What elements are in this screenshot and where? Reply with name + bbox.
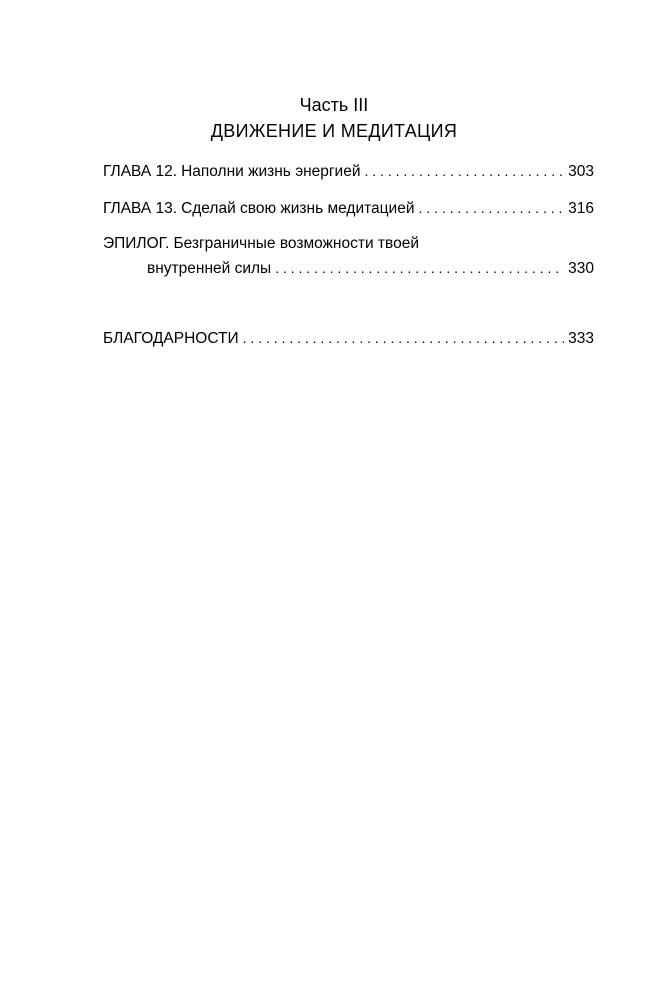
toc-page-number: 303: [568, 163, 594, 180]
toc-entry-chapter-12[interactable]: [103, 161, 594, 182]
part-label: Часть III: [299, 95, 369, 115]
part-title: ДВИЖЕНИЕ И МЕДИТАЦИЯ: [210, 121, 458, 141]
toc-entry-title: БЛАГОДАРНОСТИ: [103, 330, 239, 347]
toc-entry-prefix: ЭПИЛОГ.: [103, 235, 170, 252]
toc-entry-text: [103, 234, 423, 254]
toc-leader-dots: [365, 161, 565, 181]
toc-entry-epilogue-continued[interactable]: [147, 258, 594, 279]
toc-entry-prefix: ГЛАВА 13.: [103, 200, 178, 217]
toc-leader-dots: [243, 328, 564, 348]
toc-entry-title: Наполни жизнь энергией: [181, 163, 361, 180]
toc-entry-text: [103, 162, 365, 182]
toc-page-number: 330: [568, 260, 594, 277]
toc-entry-title-line1: Безграничные возможности твоей: [173, 235, 419, 252]
toc-page-number: 316: [568, 200, 594, 217]
toc-entry-title: Сделай свою жизнь медитацией: [181, 200, 415, 217]
toc-entry-chapter-13[interactable]: [103, 198, 594, 219]
toc-leader-dots: [275, 258, 564, 278]
toc-entry-epilogue[interactable]: [103, 234, 594, 254]
toc-entry-text: [103, 199, 418, 219]
toc-entry-prefix: ГЛАВА 12.: [103, 163, 178, 180]
toc-leader-dots: [418, 198, 564, 218]
toc-entry-acknowledgements[interactable]: [103, 328, 594, 349]
toc-page-number: 333: [568, 330, 594, 347]
toc-entry-title-line2: внутренней силы: [147, 260, 272, 277]
